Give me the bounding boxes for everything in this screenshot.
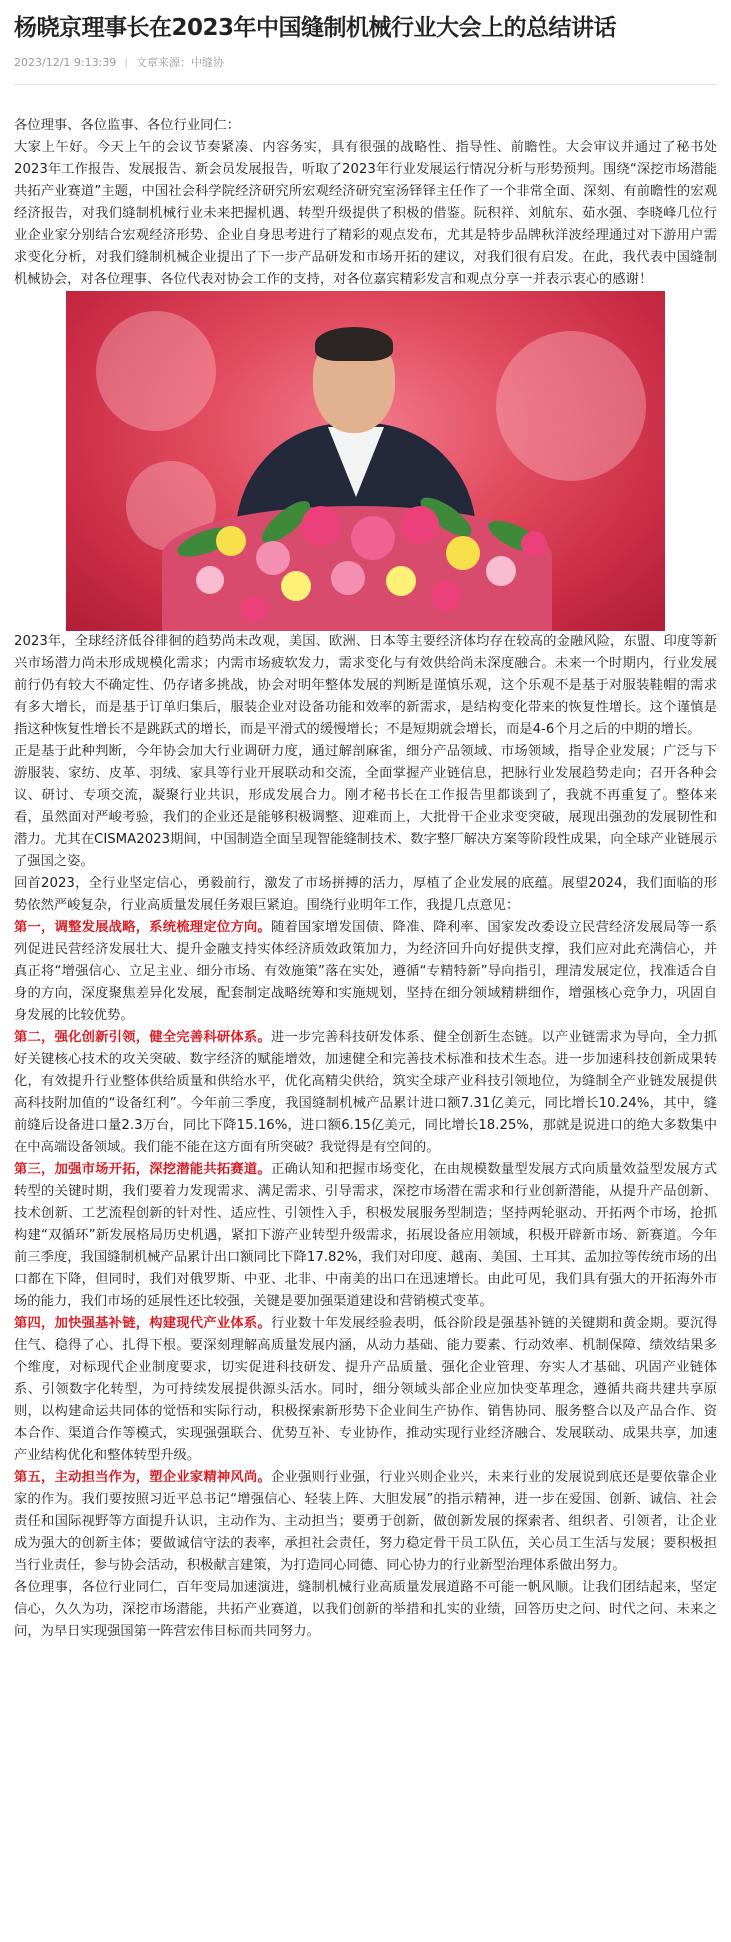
intro-paragraph: 大家上午好。今天上午的会议节奏紧凑、内容务实，具有很强的战略性、指导性、前瞻性。大会审议并通过了秘书处2023年工作报告、发展报告、新会员发展报告，听取了2023年行业发展运行情况分析与形势预判。围绕“深挖市场潜能 共拓产业赛道”主题，中国社会科学院经济研究所宏观经济研究室汤铎铎主任作了一个非常全面、深刻、有前瞻性的宏观经济报告，对我们缝制机械行业未来把握机遇、转型升级提供了积极的借鉴。阮积祥、刘航东、茹水强、李晓峰几位行业企业家分别结合宏观经济形势、企业自身思考进行了精彩的观点发布，尤其是特步品牌秋洋波经理通过对下游用户需求变化分析，对我们缝制机械企业提出了下一步产品研发和市场开拓的建议，对我们很有启发。在此，我代表中国缝制机械协会，对各位理事、各位代表对协会工作的支持，对各位嘉宾精彩发言和观点分享一并表示衷心的感谢！ (14, 140, 717, 287)
point-5-body: 企业强则行业强，行业兴则企业兴，未来行业的发展说到底还是要依靠企业家的作为。我们要按照习近平总书记“增强信心、轻装上阵、大胆发展”的指示精神，进一步在爱国、创新、诚信、社会责任和国际视野等方面提升认识，主动作为、主动担当；要勇于创新，做创新发展的探索者、组织者、引领者，让企业成为强大的创新主体；要做诚信守法的表率，承担社会责任，努力稳定骨干员工队伍，关心员工生活与发展；要积极担当行业责任，参与协会活动，积极献言建策，为打造同心同德、同心协力的行业新型治理体系做出努力。 (14, 1470, 718, 1573)
point-2 (14, 1027, 717, 1159)
speaker-photo (66, 291, 665, 631)
point-2-body: 进一步完善科技研发体系、健全创新生态链。以产业链需求为导向，全力抓好关键核心技术的攻关突破、数字经济的赋能增效，加速健全和完善技术标准和技术生态。进一步加速科技创新成果转化，有效提升行业整体供给质量和供给水平，优化高精尖供给，筑实全球产业科技引领地位，为缝制全产业链发展提供高科技附加值的“设备红利”。今年前三季度，我国缝制机械产品累计进口额7.31亿美元，同比增长10.24%，其中，缝前缝后设备进口量2.3万台，同比下降15.16%，进口额6.15亿美元，同比增长18.25%，那就是说进口的绝大多数集中在中高端设备领域。我们能不能在这方面有所突破？我觉得是有空间的。 (14, 1030, 718, 1155)
point-1-body: 随着国家增发国债、降准、降利率、国家发改委设立民营经济发展局等一系列促进民营经济发展壮大、提升金融支持实体经济质效政策加力，为经济回升向好提供支撑，我们应对此充满信心，并真正将“增强信心、立足主业、细分市场、有效施策”落在实处，遵循“专精特新”导向指引，理清发展定位，找准适合自身的方向，深度聚焦差异化发展，配套制定战略统筹和实施规划，坚持在细分领域精耕细作，增强核心竞争力，巩固自身发展的比较优势。 (14, 920, 718, 1023)
title-divider (14, 84, 717, 85)
article-meta (14, 50, 717, 76)
point-5 (14, 1467, 717, 1577)
closing-paragraph: 各位理事，各位行业同仁，百年变局加速演进，缝制机械行业高质量发展道路不可能一帆风顺。让我们团结起来，坚定信心，久久为功，深挖市场潜能，共拓产业赛道，以我们创新的举措和扎实的业绩，回答历史之问、时代之问、未来之问，为早日实现强国第一阵营宏伟目标而共同努力。 (14, 1580, 717, 1639)
point-4-body: 行业数十年发展经验表明，低谷阶段是强基补链的关键期和黄金期。要沉得住气、稳得了心、扎得下根。要深刻理解高质量发展内涵，从动力基础、能力要素、行动效率、机制保障、绩效结果多个维度，对标现代企业制度要求，切实促进科技研发、提升产品质量、强化企业管理、夯实人才基础、巩固产业链体系、引领数字化转型，为可持续发展提供源头活水。同时，细分领域头部企业应加快变革理念，遵循共商共建共享原则，以构建命运共同体的觉悟和实际行动，积极探索新形势下企业间生产协作、销售协同、服务整合以及产品合作、资本合作、渠道合作等模式，实现强强联合、优势互补、专业协作，推动实现行业经济融合、发展联动、成果共享，加速产业结构优化和整体转型升级。 (14, 1316, 718, 1463)
point-3-heading: 第三，加强市场开拓，深挖潜能共拓赛道。 (14, 1162, 271, 1177)
publish-date: 2023/12/1 9:13:39 (14, 56, 117, 69)
article-body (14, 115, 717, 1643)
point-3-body: 正确认知和把握市场变化，在由规模数量型发展方式向质量效益型发展方式转型的关键时期，我们要着力发现需求、满足需求、引导需求，深挖市场潜在需求和行业创新潜能，从提升产品创新、技术创新、工艺流程创新的针对性、适应性、引领性入手，积极发展服务型制造；坚持两轮驱动、开拓两个市场，抢抓构建“双循环”新发展格局历史机遇，紧扣下游产业转型升级需求，拓展设备应用领域，积极开辟新市场、新赛道。今年前三季度，我国缝制机械产品累计出口额同比下降17.82%，我们对印度、越南、美国、土耳其、孟加拉等传统市场的出口都在下降，但同时，我们对俄罗斯、中亚、北非、中南美的出口在迅速增长。由此可见，我们具有强大的开拓海外市场的能力，我们市场的延展性还比较强，关键是要加强渠道建设和营销模式变革。 (14, 1162, 718, 1309)
meta-separator: | (124, 56, 129, 69)
point-4-heading: 第四，加快强基补链，构建现代产业体系。 (14, 1316, 271, 1331)
point-1-heading: 第一，调整发展战略，系统梳理定位方向。 (14, 920, 271, 935)
paragraph-judgment: 正是基于此种判断，今年协会加大行业调研力度，通过解剖麻雀，细分产品领域、市场领域，指导企业发展；广泛与下游服装、家纺、皮革、羽绒、家具等行业开展联动和交流，全面掌握产业链信息，把脉行业发展趋势走向；召开各种会议、研讨、专项交流，凝聚行业共识，形成发展合力。刚才秘书长在工作报告里都谈到了，我就不再重复了。整体来看，虽然面对严峻考验，我们的企业还是能够积极调整、迎难而上，大批骨干企业求变突破，展现出强劲的发展韧性和潜力。尤其在CISMA2023期间，中国制造全面呈现智能缝制技术、数字整厂解决方案等阶段性成果，向全球产业链展示了强国之姿。 (14, 744, 717, 869)
point-1 (14, 917, 717, 1027)
paragraph-2023-outlook: 2023年，全球经济低谷徘徊的趋势尚未改观，美国、欧洲、日本等主要经济体均存在较高的金融风险，东盟、印度等新兴市场潜力尚未形成规模化需求；内需市场疲软发力，需求变化与有效供给尚未深度融合。未来一个时期内，行业发展前行仍有较大不确定性、仍存诸多挑战，协会对明年整体发展的判断是谨慎乐观，这个乐观不是基于对服装鞋帽的需求有多大增长，而是基于订单归集后，服装企业对设备功能和效率的新需求，是结构变化带来的恢复性增长。这个谨慎是指这种恢复性增长不是跳跃式的增长，而是平滑式的缓慢增长；不是短期就会增长，而是4-6个月之后的中期的增长。 (14, 634, 717, 737)
greeting-paragraph: 各位理事、各位监事、各位行业同仁： (14, 118, 241, 133)
article-title: 杨晓京理事长在2023年中国缝制机械行业大会上的总结讲话 (14, 15, 617, 41)
point-2-heading: 第二，强化创新引领，健全完善科研体系。 (14, 1030, 271, 1045)
point-3 (14, 1159, 717, 1313)
paragraph-review: 回首2023，全行业坚定信心，勇毅前行，激发了市场拼搏的活力，厚植了企业发展的底蕴。展望2024，我们面临的形势依然严峻复杂，行业高质量发展任务艰巨紧迫。围绕行业明年工作，我提几点意见： (14, 876, 717, 913)
point-5-heading: 第五，主动担当作为，塑企业家精神风尚。 (14, 1470, 271, 1485)
article-source: 文章来源：中缝协 (136, 56, 225, 69)
point-4 (14, 1313, 717, 1467)
